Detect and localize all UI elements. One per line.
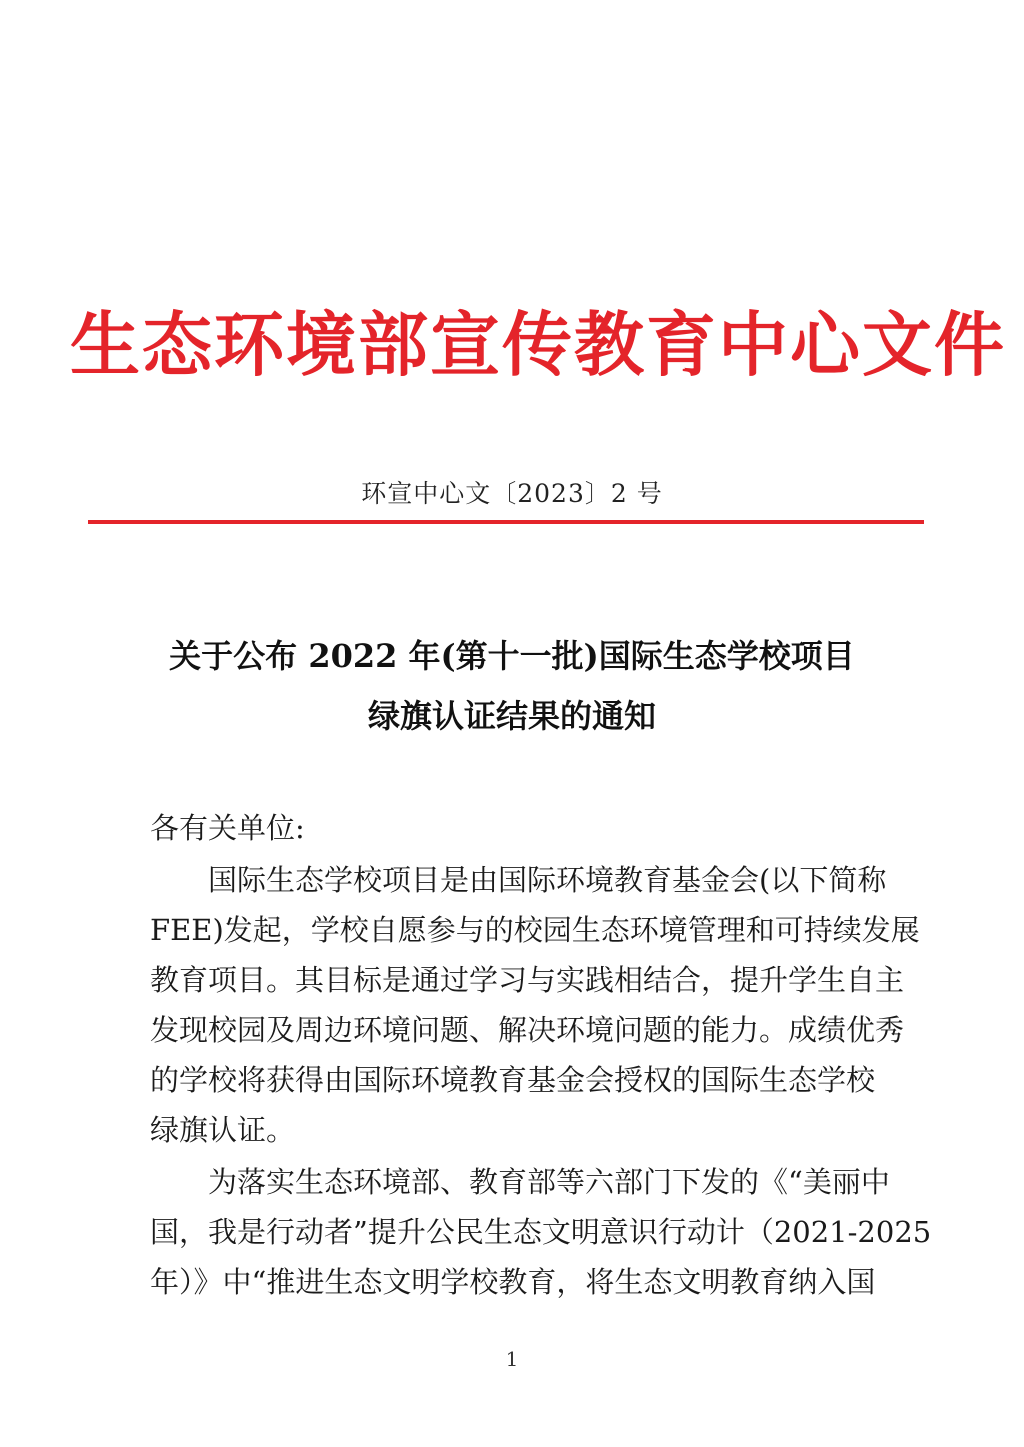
body-line: 发现校园及周边环境问题、解决环境问题的能力。成绩优秀	[150, 1013, 905, 1047]
body-line: 教育项目。其目标是通过学习与实践相结合，提升学生自主	[150, 963, 905, 997]
document-number: 环宣中心文〔2023〕2 号	[361, 479, 663, 508]
page-number: 1	[505, 1347, 519, 1371]
notice-title-line-1: 关于公布 2022 年(第十一批)国际生态学校项目	[169, 637, 855, 675]
red-divider-line	[88, 520, 924, 524]
body-line: FEE)发起，学校自愿参与的校园生态环境管理和可持续发展	[150, 913, 920, 947]
masthead-title: 生态环境部宣传教育中心文件	[70, 303, 1006, 386]
body-line: 绿旗认证。	[150, 1113, 296, 1147]
body-line: 的学校将获得由国际环境教育基金会授权的国际生态学校	[150, 1063, 876, 1097]
notice-title-line-2: 绿旗认证结果的通知	[367, 697, 656, 735]
body-line: 国，我是行动者”提升公民生态文明意识行动计（2021-2025	[150, 1215, 932, 1249]
body-line: 为落实生态环境部、教育部等六部门下发的《“美丽中	[150, 1165, 890, 1199]
body-line: 国际生态学校项目是由国际环境教育基金会(以下简称	[150, 863, 887, 897]
salutation: 各有关单位:	[150, 811, 305, 845]
body-line: 年）》中“推进生态文明学校教育，将生态文明教育纳入国	[150, 1265, 876, 1299]
